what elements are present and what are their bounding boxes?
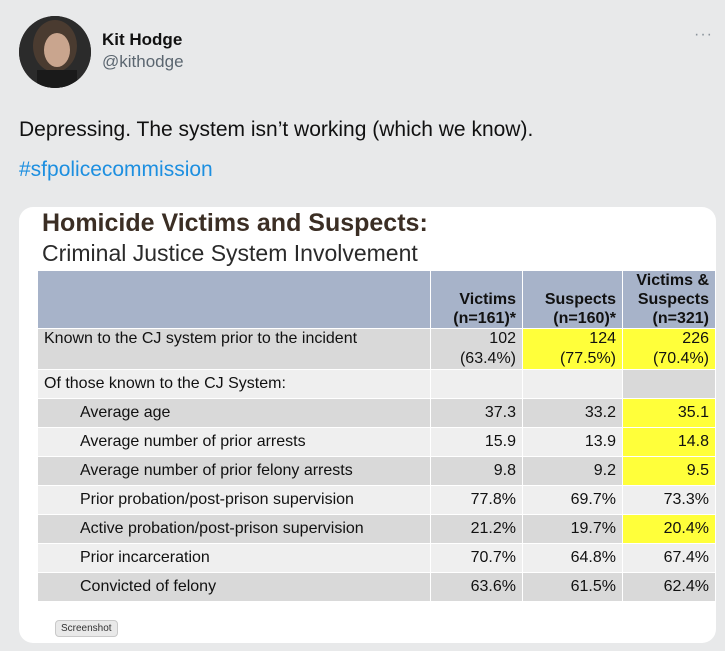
row-label: Of those known to the CJ System: bbox=[38, 370, 431, 399]
cell-value: 19.7% bbox=[523, 515, 623, 544]
cell-value: 69.7% bbox=[523, 486, 623, 515]
cell-value: 226 (70.4%) bbox=[623, 329, 716, 370]
slide-title: Homicide Victims and Suspects: bbox=[42, 209, 428, 237]
cell-value: 67.4% bbox=[623, 544, 716, 573]
table-row bbox=[38, 515, 716, 544]
row-label: Average number of prior arrests bbox=[38, 428, 431, 457]
more-options-icon[interactable]: ··· bbox=[694, 26, 713, 43]
table-header-row bbox=[38, 271, 716, 329]
cell-value bbox=[523, 370, 623, 399]
author-name[interactable]: Kit Hodge bbox=[102, 30, 183, 49]
row-label: Average age bbox=[38, 399, 431, 428]
cell-value: 9.5 bbox=[623, 457, 716, 486]
screenshot-badge: Screenshot bbox=[55, 620, 118, 637]
cell-value: 102 (63.4%) bbox=[431, 329, 523, 370]
row-label: Prior incarceration bbox=[38, 544, 431, 573]
tweet-text: Depressing. The system isn’t working (which we know). bbox=[19, 118, 534, 141]
cell-value: 15.9 bbox=[431, 428, 523, 457]
cell-value: 13.9 bbox=[523, 428, 623, 457]
cell-value: 62.4% bbox=[623, 573, 716, 602]
table-row bbox=[38, 399, 716, 428]
data-table bbox=[37, 270, 716, 602]
author-handle[interactable]: @kithodge bbox=[102, 52, 184, 71]
cell-value bbox=[623, 370, 716, 399]
cell-value: 9.2 bbox=[523, 457, 623, 486]
table-row bbox=[38, 428, 716, 457]
header-cell-suspects: Suspects (n=160)* bbox=[523, 271, 623, 329]
header-cell-victims: Victims (n=161)* bbox=[431, 271, 523, 329]
cell-value: 9.8 bbox=[431, 457, 523, 486]
cell-value: 35.1 bbox=[623, 399, 716, 428]
cell-value: 63.6% bbox=[431, 573, 523, 602]
cell-value bbox=[431, 370, 523, 399]
table-row bbox=[38, 370, 716, 399]
cell-value: 64.8% bbox=[523, 544, 623, 573]
cell-value: 70.7% bbox=[431, 544, 523, 573]
table-row bbox=[38, 486, 716, 515]
tweet-media-image[interactable] bbox=[19, 207, 716, 643]
hashtag-link[interactable]: #sfpolicecommission bbox=[19, 158, 213, 181]
cell-value: 14.8 bbox=[623, 428, 716, 457]
row-label: Prior probation/post-prison supervision bbox=[38, 486, 431, 515]
row-label: Average number of prior felony arrests bbox=[38, 457, 431, 486]
table-row bbox=[38, 457, 716, 486]
slide-subtitle: Criminal Justice System Involvement bbox=[42, 240, 418, 266]
header-cell-label bbox=[38, 271, 431, 329]
cell-value: 21.2% bbox=[431, 515, 523, 544]
row-label: Convicted of felony bbox=[38, 573, 431, 602]
table-row bbox=[38, 329, 716, 370]
cell-value: 124 (77.5%) bbox=[523, 329, 623, 370]
table-row bbox=[38, 573, 716, 602]
cell-value: 61.5% bbox=[523, 573, 623, 602]
row-label: Active probation/post-prison supervision bbox=[38, 515, 431, 544]
table-row bbox=[38, 544, 716, 573]
row-label: Known to the CJ system prior to the incident bbox=[38, 329, 431, 370]
cell-value: 73.3% bbox=[623, 486, 716, 515]
cell-value: 20.4% bbox=[623, 515, 716, 544]
header-cell-combined: Victims & Suspects (n=321) bbox=[623, 271, 716, 329]
cell-value: 77.8% bbox=[431, 486, 523, 515]
avatar[interactable] bbox=[19, 16, 91, 88]
cell-value: 37.3 bbox=[431, 399, 523, 428]
cell-value: 33.2 bbox=[523, 399, 623, 428]
